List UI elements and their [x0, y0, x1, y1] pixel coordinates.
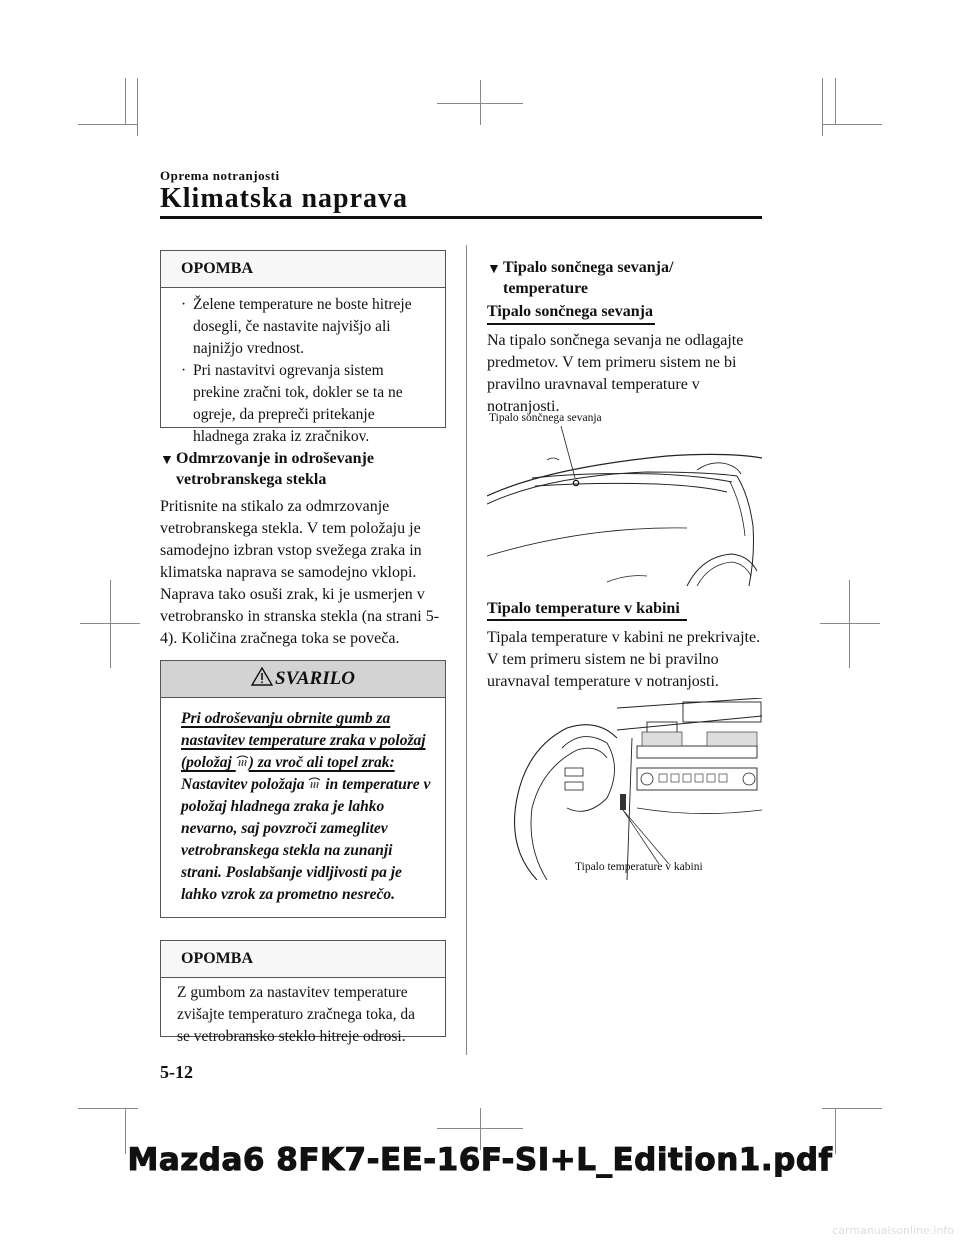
warning-body-b: in temperature v položaj hladnega zraka je lahko nevarno, saj povzroči zameglitev vetrobranskega stekla na zunanji strani. Poslabšanje vidljivosti pa je lahko vzrok za prometno nesrečo. [181, 776, 431, 903]
subheading-rule [487, 619, 687, 621]
defrost-heading [160, 448, 450, 490]
defrost-heading-line2: vetrobranskega stekla [176, 471, 327, 488]
cabin-sensor-subheading: Tipalo temperature v kabini [487, 600, 680, 617]
note-item: · Želene temperature ne boste hitreje dosegli, če nastavite najvišjo ali najnižjo vrednost. [177, 294, 431, 360]
note-item: · Pri nastavitvi ogrevanja sistem prekine zračni tok, dokler se ta ne ogreje, da prepreči pritekanje hladnega zraka iz zračnikov. [177, 360, 431, 448]
defrost-mode-icon [236, 755, 249, 767]
warning-box [160, 660, 446, 918]
cabin-sensor-body: Tipala temperature v kabini ne prekrivajte. V tem primeru sistem ne bi pravilno uravnaval temperature v notranjosti. [487, 629, 761, 690]
warning-title: SVARILO [275, 668, 355, 689]
sun-sensor-body: Na tipalo sončnega sevanja ne odlagajte predmetov. V tem primeru sistem ne bi pravilno uravnaval temperature v notranjosti. [487, 332, 744, 415]
warning-header [161, 661, 445, 698]
note-title: OPOMBA [161, 251, 445, 288]
sensors-heading-line1: Tipalo sončnega sevanja/ [503, 259, 674, 276]
dashboard-illustration [487, 698, 762, 880]
warning-triangle-icon [251, 667, 273, 686]
sun-sensor-figure [487, 406, 762, 586]
note-box-2 [160, 940, 446, 1045]
triangle-bullet-icon: ▼ [160, 453, 174, 468]
footer-file-name: Mazda6 8FK7-EE-16F-SI+L_Edition1.pdf [127, 1142, 833, 1178]
note-body: Z gumbom za nastavitev temperature zvišajte temperaturo zračnega toka, da se vetrobransko steklo hitreje odrosi. [177, 984, 415, 1045]
windshield-illustration [487, 406, 762, 586]
page-title: Klimatska naprava [160, 183, 409, 214]
note-box-1 [160, 250, 446, 445]
warning-underlined-text-b: ) za vroč ali topel zrak: [248, 754, 395, 771]
defrost-body: Pritisnite na stikalo za odmrzovanje vetrobranskega stekla. V tem položaju je samodejno izbran vstop svežega zraka in klimatska naprava se samodejno vklopi. Naprava tako osuši zrak, ki je usmerjen v vetrobransko in stranska stekla (na strani 5-4). Količina zračnega toka se poveča. [160, 498, 440, 647]
cabin-sensor-figure-label: Tipalo temperature v kabini [575, 861, 703, 873]
sun-sensor-figure-label: Tipalo sončnega sevanja [489, 412, 602, 424]
sensors-heading [487, 257, 767, 299]
note-title: OPOMBA [161, 941, 445, 978]
defrost-heading-line1: Odmrzovanje in odroševanje [176, 450, 374, 467]
sun-sensor-subheading: Tipalo sončnega sevanja [487, 303, 653, 320]
sensors-heading-line2: temperature [503, 280, 588, 297]
section-label: Oprema notranjosti [160, 168, 280, 183]
watermark: carmanualsonline.info [832, 1224, 954, 1237]
subheading-rule [487, 323, 655, 325]
warning-body-a: Nastavitev položaja [181, 776, 309, 793]
page-number: 5-12 [160, 1062, 193, 1082]
defrost-mode-icon [308, 777, 321, 789]
cabin-sensor-figure [487, 698, 762, 880]
header-rule [160, 216, 762, 219]
triangle-bullet-icon: ▼ [487, 262, 501, 277]
warning-underlined-text-a: Pri odroševanju obrnite gumb za nastavitev temperature zraka v položaj (položaj [181, 710, 426, 771]
column-divider [466, 245, 467, 1055]
